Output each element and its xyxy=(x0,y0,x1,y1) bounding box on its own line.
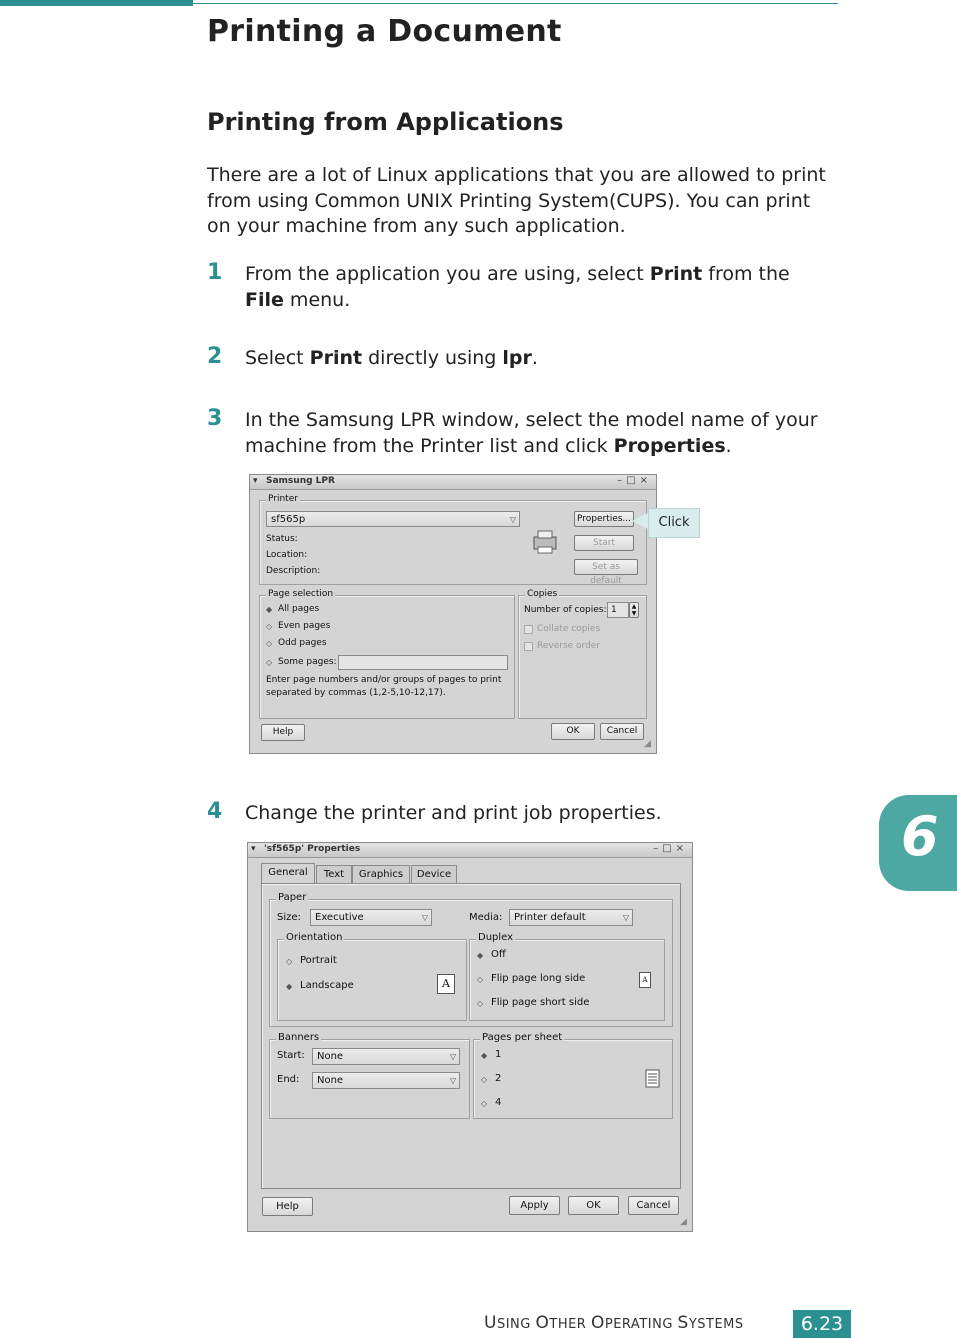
tab-device[interactable]: Device xyxy=(411,865,457,883)
properties-button[interactable]: Properties... xyxy=(574,511,634,527)
lpr-titlebar xyxy=(250,475,656,490)
header-rule xyxy=(193,3,838,4)
copies-spinner[interactable]: ▲ ▼ xyxy=(629,602,639,618)
num-copies-label: Number of copies: xyxy=(524,605,607,615)
pages-per-sheet-group xyxy=(473,1032,673,1119)
resize-grip-icon[interactable]: ◢ xyxy=(680,1217,687,1227)
description-label: Description: xyxy=(266,566,321,576)
banner-start-select[interactable]: None ▽ xyxy=(312,1048,460,1065)
banners-label: Banners xyxy=(278,1032,320,1043)
duplex-preview-icon: A xyxy=(639,972,651,988)
paper-group-label: Paper xyxy=(278,892,307,903)
step-2-number: 2 xyxy=(207,344,223,369)
orientation-label: Orientation xyxy=(286,932,343,943)
help-button[interactable]: Help xyxy=(262,1197,313,1216)
chevron-down-icon: ▽ xyxy=(509,515,516,524)
radio-icon[interactable]: ◆ xyxy=(286,982,293,991)
step-4-text: Change the printer and print job properties. xyxy=(245,802,662,824)
page-number: 6.23 xyxy=(793,1310,851,1338)
printer-select[interactable]: sf565p ▽ xyxy=(266,511,520,527)
page-hint-line-2: separated by commas (1,2-5,10-12,17). xyxy=(266,688,446,698)
radio-icon[interactable]: ◇ xyxy=(266,622,273,631)
radio-icon[interactable]: ◇ xyxy=(477,975,484,984)
reverse-label: Reverse order xyxy=(537,641,601,651)
printer-group-label: Printer xyxy=(268,494,298,504)
pps-1-option[interactable]: 1 xyxy=(495,1049,502,1060)
step-1-number: 1 xyxy=(207,260,223,285)
reverse-checkbox[interactable] xyxy=(524,642,533,651)
status-label: Status: xyxy=(266,534,298,544)
radio-icon[interactable]: ◇ xyxy=(481,1075,488,1084)
radio-icon[interactable]: ◆ xyxy=(477,951,484,960)
step-4-number: 4 xyxy=(207,799,223,824)
even-pages-option[interactable]: Even pages xyxy=(278,621,331,631)
lpr-window-title: Samsung LPR xyxy=(266,476,335,486)
tab-graphics[interactable]: Graphics xyxy=(352,865,410,883)
some-pages-option[interactable]: Some pages: xyxy=(278,657,337,667)
page-title: Printing a Document xyxy=(207,14,562,49)
tab-general[interactable]: General xyxy=(261,863,315,883)
pps-4-option[interactable]: 4 xyxy=(495,1097,502,1108)
cancel-button[interactable]: Cancel xyxy=(628,1196,679,1215)
radio-icon[interactable]: ◆ xyxy=(266,605,273,614)
samsung-lpr-window xyxy=(249,474,657,754)
help-button[interactable]: Help xyxy=(261,724,305,741)
chapter-number: 6 xyxy=(901,805,939,868)
portrait-option[interactable]: Portrait xyxy=(300,955,337,966)
apply-button[interactable]: Apply xyxy=(509,1196,560,1215)
all-pages-option[interactable]: All pages xyxy=(278,604,320,614)
start-label: Start: xyxy=(277,1050,305,1061)
media-select[interactable]: Printer default ▽ xyxy=(509,909,633,926)
step-2-text: Select Print directly using lpr. xyxy=(245,347,538,369)
chevron-down-icon: ▽ xyxy=(421,913,428,922)
duplex-label: Duplex xyxy=(478,932,514,943)
footer-chapter-title: USING OTHER OPERATING SYSTEMS xyxy=(484,1313,744,1333)
properties-window-title: 'sf565p' Properties xyxy=(264,844,361,854)
chevron-down-icon: ▽ xyxy=(622,913,629,922)
duplex-off-option[interactable]: Off xyxy=(491,949,506,960)
odd-pages-option[interactable]: Odd pages xyxy=(278,638,327,648)
properties-titlebar xyxy=(248,843,692,858)
flip-short-option[interactable]: Flip page short side xyxy=(491,997,590,1008)
ok-button[interactable]: OK xyxy=(568,1196,619,1215)
radio-icon[interactable]: ◇ xyxy=(481,1099,488,1108)
end-label: End: xyxy=(277,1074,300,1085)
page-layout-preview-icon xyxy=(645,1069,661,1089)
radio-icon[interactable]: ◇ xyxy=(266,639,273,648)
header-accent-bar xyxy=(0,0,193,6)
cancel-button[interactable]: Cancel xyxy=(600,723,644,740)
step-1-text: From the application you are using, select Print from the File menu. xyxy=(245,263,790,311)
copies-group-label: Copies xyxy=(527,589,558,599)
window-menu-icon[interactable]: ▾ xyxy=(251,844,256,854)
properties-window xyxy=(247,842,693,1232)
step-3-number: 3 xyxy=(207,406,223,431)
pps-2-option[interactable]: 2 xyxy=(495,1073,502,1084)
click-callout: Click xyxy=(648,508,700,538)
banner-end-select[interactable]: None ▽ xyxy=(312,1072,460,1089)
page-selection-label: Page selection xyxy=(268,589,334,599)
page-hint-line-1: Enter page numbers and/or groups of pages to print xyxy=(266,675,502,685)
callout-pointer xyxy=(632,513,648,529)
start-button[interactable]: Start xyxy=(574,535,634,551)
window-controls-icon[interactable]: –□× xyxy=(653,843,688,854)
num-copies-input[interactable]: 1 xyxy=(607,602,629,618)
chevron-down-icon: ▽ xyxy=(449,1052,456,1061)
set-default-button[interactable]: Set as default xyxy=(574,559,638,575)
radio-icon[interactable]: ◇ xyxy=(477,999,484,1008)
some-pages-input[interactable] xyxy=(338,655,508,670)
chapter-tab xyxy=(879,795,957,891)
printer-icon xyxy=(530,527,560,557)
window-menu-icon[interactable]: ▾ xyxy=(253,476,258,486)
pages-per-sheet-label: Pages per sheet xyxy=(482,1032,563,1043)
resize-grip-icon[interactable]: ◢ xyxy=(644,739,651,749)
media-label: Media: xyxy=(469,912,503,923)
collate-checkbox[interactable] xyxy=(524,625,533,634)
intro-paragraph: There are a lot of Linux applications that you are allowed to print from using Common UNIX Printing System(CUPS). You can print on your machine from any such application. xyxy=(207,164,826,237)
location-label: Location: xyxy=(266,550,308,560)
window-controls-icon[interactable]: –□× xyxy=(617,475,652,486)
landscape-option[interactable]: Landscape xyxy=(300,980,354,991)
orientation-preview-icon: A xyxy=(437,974,455,994)
ok-button[interactable]: OK xyxy=(551,723,595,740)
radio-icon[interactable]: ◇ xyxy=(266,658,273,667)
step-3-text: In the Samsung LPR window, select the model name of your machine from the Printer list and click Properties. xyxy=(245,409,818,457)
size-select[interactable]: Executive ▽ xyxy=(310,909,432,926)
collate-label: Collate copies xyxy=(537,624,601,634)
radio-icon[interactable]: ◇ xyxy=(286,957,293,966)
size-label: Size: xyxy=(277,912,301,923)
tab-text[interactable]: Text xyxy=(316,865,352,883)
section-heading: Printing from Applications xyxy=(207,108,564,136)
chevron-down-icon: ▽ xyxy=(449,1076,456,1085)
radio-icon[interactable]: ◆ xyxy=(481,1051,488,1060)
flip-long-option[interactable]: Flip page long side xyxy=(491,973,586,984)
